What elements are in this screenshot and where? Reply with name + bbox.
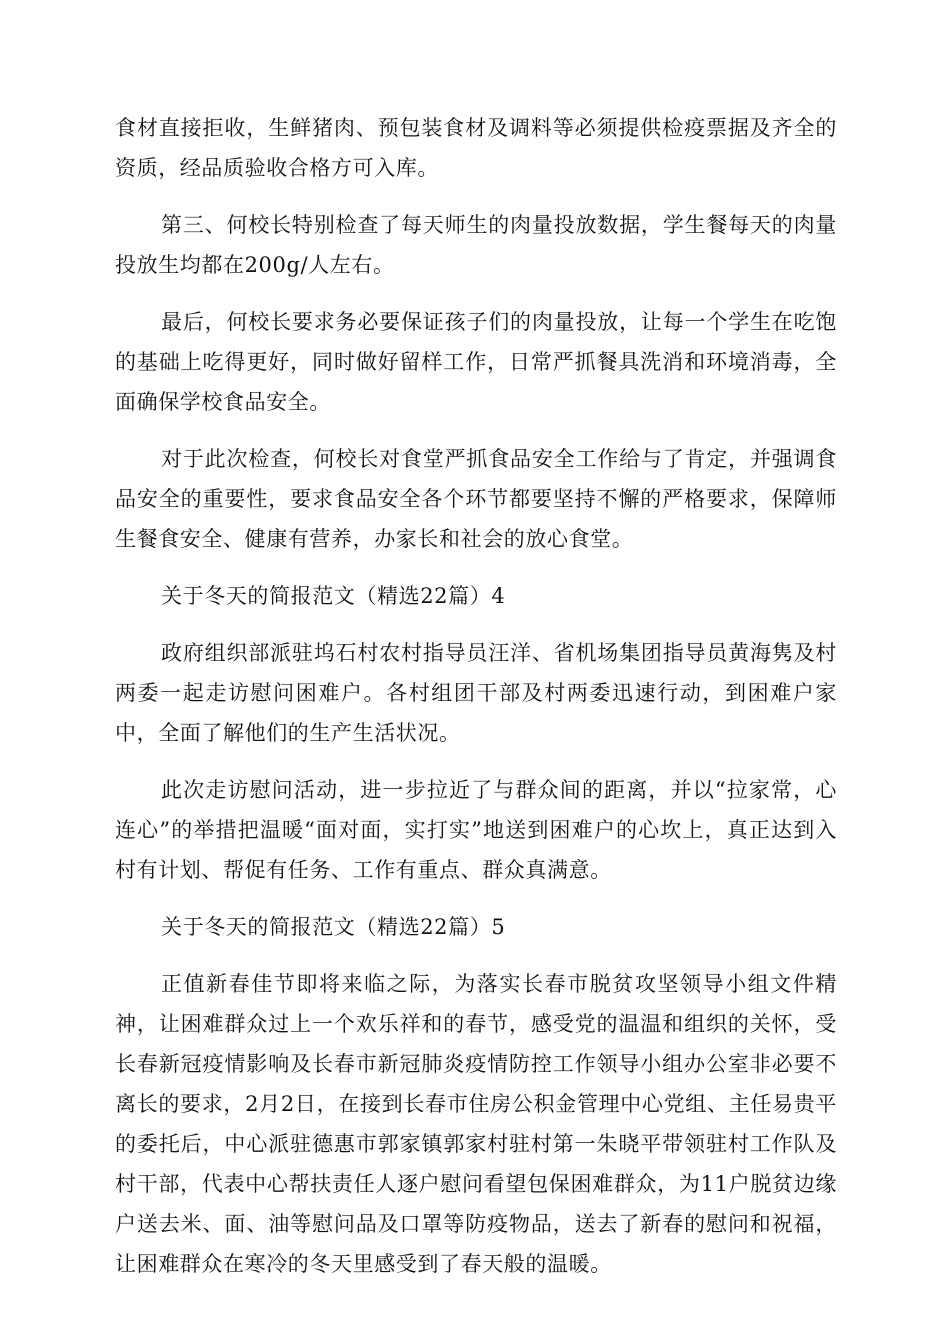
paragraph-ingredient-acceptance: 食材直接拒收，生鲜猪肉、预包装食材及调料等必须提供检疫票据及齐全的资质，经品质验收合格方可入库。 bbox=[115, 116, 837, 180]
document-body bbox=[115, 108, 837, 1301]
section-heading-5: 关于冬天的简报范文（精选22篇）5 bbox=[161, 915, 506, 939]
paragraph-principal-requirements: 最后，何校长要求务必要保证孩子们的肉量投放，让每一个学生在吃饱的基础上吃得更好，同时做好留样工作，日常严抓餐具洗消和环境消毒，全面确保学校食品安全。 bbox=[115, 310, 837, 414]
section-heading-4: 关于冬天的简报范文（精选22篇）4 bbox=[161, 584, 506, 608]
paragraph-spring-festival-visit: 正值新春佳节即将来临之际，为落实长春市脱贫攻坚领导小组文件精神，让困难群众过上一个欢乐祥和的春节，感受党的温温和组织的关怀，受长春新冠疫情影响及长春市新冠肺炎疫情防控工作领导小组办公室非必要不离长的要求，2月2日，在接到长春市住房公积金管理中心党组、主任易贵平的委托后，中心派驻德惠市郭家镇郭家村驻村第一朱晓平带领驻村工作队及村干部，代表中心帮扶责任人逐户慰问看望包保困难群众，为11户脱贫边缘户送去米、面、油等慰问品及口罩等防疫物品，送去了新春的慰问和祝福，让困难群众在寒冷的冬天里感受到了春天般的温暖。 bbox=[115, 972, 837, 1276]
paragraph-meat-portion-check: 第三、何校长特别检查了每天师生的肉量投放数据，学生餐每天的肉量投放生均都在200g/人左右。 bbox=[115, 213, 837, 277]
paragraph-visit-outcome: 此次走访慰问活动，进一步拉近了与群众间的距离，并以“拉家常，心连心”的举措把温暖“面对面，实打实”地送到困难户的心坎上，真正达到入村有计划、帮促有任务、工作有重点、群众真满意。 bbox=[115, 778, 837, 882]
paragraph-visit-households: 政府组织部派驻坞石村农村指导员汪洋、省机场集团指导员黄海隽及村两委一起走访慰问困难户。各村组团干部及村两委迅速行动，到困难户家中，全面了解他们的生产生活状况。 bbox=[115, 641, 837, 745]
paragraph-inspection-summary: 对于此次检查，何校长对食堂严抓食品安全工作给与了肯定，并强调食品安全的重要性，要求食品安全各个环节都要坚持不懈的严格要求，保障师生餐食安全、健康有营养，办家长和社会的放心食堂。 bbox=[115, 447, 837, 551]
